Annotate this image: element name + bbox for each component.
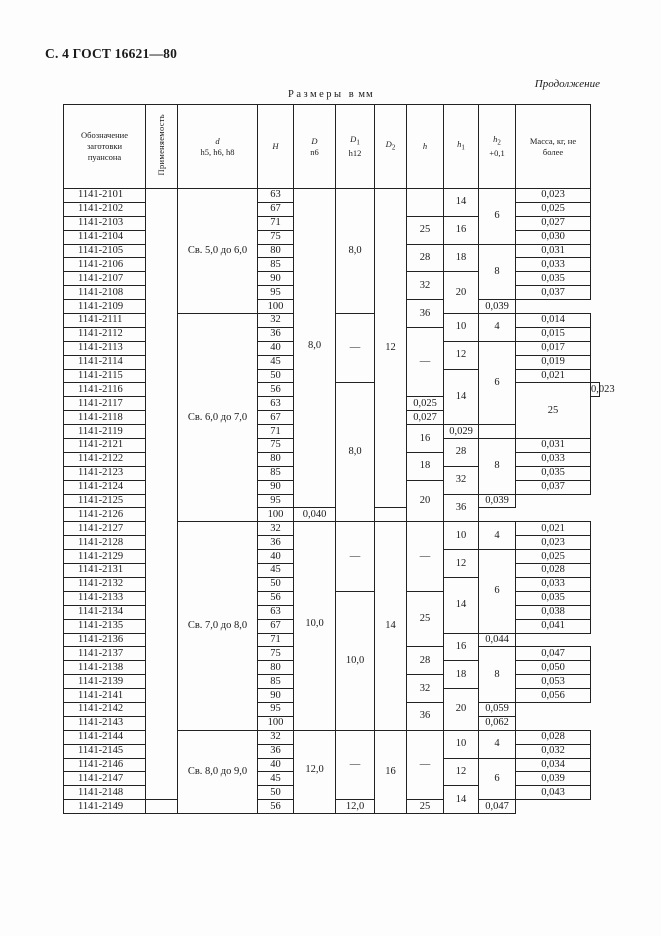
row-designation: 1141-2104 [64,230,146,244]
cell-h2: 4 [479,522,516,550]
row-designation: 1141-2101 [64,189,146,203]
row-designation: 1141-2128 [64,536,146,550]
row-designation: 1141-2111 [64,314,146,328]
cell-d1: 12,0 [336,800,375,814]
cell-h [407,189,444,217]
continuation-label: Продолжение [534,78,600,90]
cell-h: 28 [444,439,479,467]
cell-h1: 18 [444,661,479,689]
cell-mass: 0,019 [516,355,591,369]
cell-mass: 0,014 [516,314,591,328]
cell-h1: 10 [444,314,479,342]
cell-h: — [407,327,444,396]
cell-mass: 0,025 [407,397,444,411]
cell-d: Св. 8,0 до 9,0 [178,730,258,813]
row-designation: 1141-2136 [64,633,146,647]
cell-h2: 8 [479,244,516,300]
row-designation: 1141-2135 [64,619,146,633]
cell-h1: 16 [444,216,479,244]
cell-mass: 0,035 [516,591,591,605]
col-h2: $h_2$ +0,1 [479,105,516,189]
cell-h1: 18 [444,244,479,272]
cell-d2: 12 [375,189,407,508]
cell-h: 25 [516,383,591,439]
cell-h: — [407,522,444,591]
cell-h-height: 95 [258,494,294,508]
row-designation: 1141-2121 [64,439,146,453]
col-D1: $D_1$ h12 [336,105,375,189]
cell-mass: 0,015 [516,327,591,341]
cell-h1: 18 [407,452,444,480]
cell-mass: 0,041 [516,619,591,633]
table-body [64,189,615,814]
cell-mass: 0,035 [516,272,591,286]
dims-unit: в мм [348,89,374,100]
cell-h1: 10 [444,522,479,550]
row-designation: 1141-2144 [64,730,146,744]
page-header: С. 4 ГОСТ 16621—80 [45,46,178,61]
cell-h-height: 36 [258,536,294,550]
cell-h-height: 71 [258,216,294,230]
cell-h-height: 56 [258,800,294,814]
row-designation: 1141-2129 [64,550,146,564]
cell-h2: 8 [479,647,516,703]
cell-h-height: 40 [258,341,294,355]
row-designation: 1141-2123 [64,466,146,480]
cell-h2: 6 [479,550,516,633]
table-header-row [64,105,600,189]
cell-h-height: 85 [258,258,294,272]
col-mass: Масса, кг, не более [516,105,591,189]
row-designation: 1141-2122 [64,452,146,466]
cell-h1: 16 [407,425,444,453]
col-h: h [407,105,444,189]
cell-h2: 4 [479,314,516,342]
row-designation: 1141-2117 [64,397,146,411]
cell-h: — [407,730,444,799]
cell-h1: 14 [444,189,479,217]
row-designation: 1141-2134 [64,605,146,619]
cell-h2: 4 [479,730,516,758]
row-designation: 1141-2143 [64,716,146,730]
cell-h1: 20 [407,480,444,522]
row-designation: 1141-2115 [64,369,146,383]
cell-h: 32 [407,272,444,300]
col-D2: $D_2$ [375,105,407,189]
cell-d: 12,0 [294,730,336,813]
cell-h-height: 75 [258,230,294,244]
cell-mass: 0,037 [516,286,591,300]
row-designation: 1141-2148 [64,786,146,800]
cell-mass: 0,031 [516,244,591,258]
cell-h-height: 85 [258,675,294,689]
cell-h1: 14 [444,786,479,814]
cell-mass: 0,034 [516,758,591,772]
row-designation: 1141-2139 [64,675,146,689]
cell-h2: 6 [479,758,516,800]
cell-mass: 0,031 [516,439,591,453]
cell-h-height: 50 [258,577,294,591]
row-designation: 1141-2119 [64,425,146,439]
cell-h1: 20 [444,689,479,731]
cell-mass: 0,028 [516,730,591,744]
cell-h-height: 71 [258,425,294,439]
cell-h-height: 50 [258,786,294,800]
cell-h-height: 95 [258,286,294,300]
cell-h1: 12 [444,758,479,786]
cell-mass: 0,033 [516,577,591,591]
cell-mass: 0,033 [516,452,591,466]
cell-mass: 0,025 [516,550,591,564]
cell-d2: 16 [375,730,407,813]
cell-h-height: 32 [258,730,294,744]
row-designation: 1141-2141 [64,689,146,703]
table-row [64,522,600,536]
row-designation: 1141-2103 [64,216,146,230]
cell-h: 32 [444,466,479,494]
cell-h-height: 45 [258,355,294,369]
row-designation: 1141-2116 [64,383,146,397]
table-row [64,189,600,203]
row-designation: 1141-2105 [64,244,146,258]
row-designation: 1141-2149 [64,800,146,814]
cell-mass: 0,021 [516,522,591,536]
cell-h: 25 [407,800,444,814]
cell-h: 28 [407,647,444,675]
row-designation: 1141-2112 [64,327,146,341]
cell-h-height: 75 [258,647,294,661]
cell-h-height: 80 [258,452,294,466]
cell-d2: 14 [375,522,407,730]
cell-mass: 0,038 [516,605,591,619]
cell-mass: 0,030 [516,230,591,244]
row-designation: 1141-2102 [64,202,146,216]
cell-h-height: 67 [258,619,294,633]
cell-h: 28 [407,244,444,272]
row-designation: 1141-2127 [64,522,146,536]
row-designation: 1141-2137 [64,647,146,661]
cell-d: Св. 5,0 до 6,0 [178,189,258,314]
cell-h-height: 32 [258,522,294,536]
cell-h-height: 100 [258,508,294,522]
cell-h-height: 90 [258,689,294,703]
cell-mass: 0,039 [479,300,516,314]
cell-d1: — [336,730,375,799]
row-designation: 1141-2133 [64,591,146,605]
cell-h-height: 67 [258,411,294,425]
cell-h1: 16 [444,633,479,661]
cell-h1: 12 [444,550,479,578]
cell-mass: 0,053 [516,675,591,689]
row-designation: 1141-2108 [64,286,146,300]
cell-h2: 6 [479,341,516,424]
cell-h1: 12 [444,341,479,369]
cell-mass: 0,037 [516,480,591,494]
cell-d: Св. 6,0 до 7,0 [178,314,258,522]
cell-h1: 14 [444,369,479,425]
cell-d: Св. 7,0 до 8,0 [178,522,258,730]
cell-mass: 0,025 [516,202,591,216]
cell-h-height: 100 [258,716,294,730]
cell-h-height: 80 [258,661,294,675]
cell-h-height: 63 [258,397,294,411]
row-designation: 1141-2118 [64,411,146,425]
cell-h-height: 32 [258,314,294,328]
col-d: d h5, h6, h8 [178,105,258,189]
cell-h-height: 75 [258,439,294,453]
col-designation: Обозначение заготовки пуансона [64,105,146,189]
cell-h-height: 45 [258,772,294,786]
cell-h-height: 85 [258,466,294,480]
cell-mass: 0,033 [516,258,591,272]
cell-mass: 0,039 [479,494,516,508]
cell-mass: 0,023 [516,536,591,550]
row-designation: 1141-2126 [64,508,146,522]
dimensions-caption [288,89,374,100]
cell-mass: 0,029 [444,425,479,439]
cell-h-height: 80 [258,244,294,258]
cell-h2: 6 [479,189,516,245]
cell-d: 10,0 [294,522,336,730]
cell-h-height: 36 [258,744,294,758]
cell-h-height: 90 [258,272,294,286]
cell-mass: 0,044 [479,633,516,647]
cell-h-height: 36 [258,327,294,341]
row-designation: 1141-2147 [64,772,146,786]
cell-mass: 0,040 [294,508,336,522]
row-designation: 1141-2109 [64,300,146,314]
cell-h-height: 45 [258,564,294,578]
cell-mass: 0,021 [516,369,591,383]
row-designation: 1141-2142 [64,702,146,716]
cell-mass: 0,023 [516,189,591,203]
cell-d1: 8,0 [336,189,375,314]
cell-h-height: 71 [258,633,294,647]
cell-mass: 0,035 [516,466,591,480]
cell-h: 25 [407,591,444,647]
row-designation: 1141-2106 [64,258,146,272]
cell-h-height: 100 [258,300,294,314]
cell-h-height: 56 [258,591,294,605]
cell-mass: 0,039 [516,772,591,786]
cell-h-height: 67 [258,202,294,216]
cell-h: 36 [444,494,479,522]
cell-h-height: 63 [258,189,294,203]
cell-h-height: 56 [258,383,294,397]
cell-mass: 0,059 [479,702,516,716]
cell-mass: 0,047 [516,647,591,661]
col-D: D n6 [294,105,336,189]
cell-h: 36 [407,300,444,328]
cell-mass: 0,023 [591,383,615,395]
cell-mass: 0,047 [479,800,516,814]
col-applicability: Применяемость [146,105,178,189]
cell-h-height: 40 [258,550,294,564]
row-designation: 1141-2114 [64,355,146,369]
cell-d1: — [336,314,375,383]
row-designation: 1141-2131 [64,564,146,578]
cell-mass: 0,062 [479,716,516,730]
cell-app [146,189,178,800]
cell-h1: 14 [444,577,479,633]
table-row [64,730,600,744]
cell-h-height: 90 [258,480,294,494]
row-designation: 1141-2145 [64,744,146,758]
cell-h: 25 [407,216,444,244]
cell-h: 36 [407,702,444,730]
cell-mass: 0,017 [516,341,591,355]
cell-h2: 8 [479,439,516,495]
row-designation: 1141-2107 [64,272,146,286]
cell-app [146,800,178,814]
cell-mass: 0,032 [516,744,591,758]
row-designation: 1141-2113 [64,341,146,355]
row-designation: 1141-2138 [64,661,146,675]
cell-d1: 10,0 [336,591,375,730]
cell-mass: 0,056 [516,689,591,703]
dims-title: Размеры [288,89,344,100]
col-h1: $h_1$ [444,105,479,189]
cell-h1: 10 [444,730,479,758]
cell-h-height: 63 [258,605,294,619]
cell-h-height: 95 [258,702,294,716]
row-designation: 1141-2132 [64,577,146,591]
cell-mass: 0,027 [407,411,444,425]
cell-h1: 20 [444,272,479,314]
cell-h: 32 [407,675,444,703]
cell-mass: 0,043 [516,786,591,800]
cell-mass: 0,028 [516,564,591,578]
cell-h-height: 50 [258,369,294,383]
dimensions-table [63,104,615,814]
col-H: H [258,105,294,189]
cell-mass: 0,050 [516,661,591,675]
row-designation: 1141-2124 [64,480,146,494]
row-designation: 1141-2146 [64,758,146,772]
cell-d1: — [336,522,375,591]
cell-d1: 8,0 [336,383,375,522]
cell-mass: 0,027 [516,216,591,230]
row-designation: 1141-2125 [64,494,146,508]
table-row [64,508,600,522]
cell-d: 8,0 [294,189,336,508]
cell-h-height: 40 [258,758,294,772]
